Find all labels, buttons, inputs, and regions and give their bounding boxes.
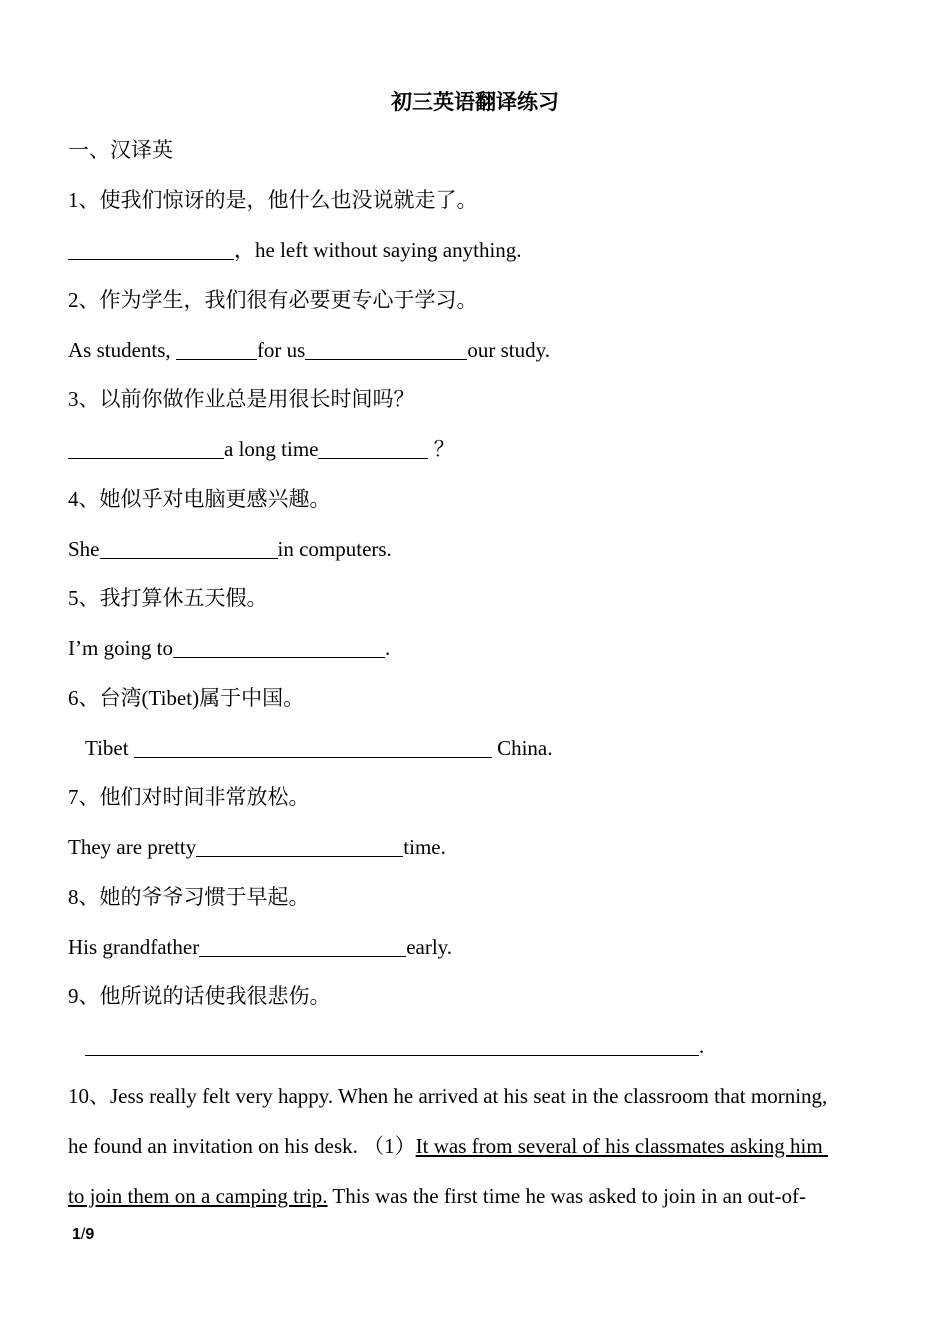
question-5-english: I’m going to .: [68, 636, 391, 660]
question-5-chinese: 5、我打算休五天假。: [68, 586, 268, 610]
answer-blank[interactable]: [173, 637, 385, 658]
question-1-chinese: 1、使我们惊讶的是，他什么也没说就走了。: [68, 188, 478, 212]
answer-blank[interactable]: [196, 836, 403, 857]
question-3-chinese: 3、以前你做作业总是用很长时间吗？: [68, 387, 415, 411]
underlined-sentence: It was from several of his classmates asking him: [415, 1134, 828, 1158]
page-title: 初三英语翻译练习: [391, 90, 559, 114]
question-9-english: .: [85, 1032, 704, 1060]
answer-blank[interactable]: [134, 737, 492, 758]
answer-blank[interactable]: [85, 1035, 699, 1056]
answer-blank[interactable]: [318, 438, 428, 459]
question-8-chinese: 8、她的爷爷习惯于早起。: [68, 885, 310, 909]
answer-blank[interactable]: [305, 339, 467, 360]
question-6-english: Tibet China.: [85, 736, 553, 760]
passage-line-2: he found an invitation on his desk. （1）It was from several of his classmates asking him: [68, 1134, 828, 1158]
question-9-chinese: 9、他所说的话使我很悲伤。: [68, 984, 331, 1008]
question-7-english: They are pretty time.: [68, 835, 446, 859]
question-6-chinese: 6、台湾(Tibet)属于中国。: [68, 686, 305, 710]
answer-blank[interactable]: [100, 538, 278, 559]
answer-blank[interactable]: [199, 936, 406, 957]
question-2-chinese: 2、作为学生，我们很有必要更专心于学习。: [68, 288, 478, 312]
question-2-english: As students, for us our study.: [68, 338, 550, 362]
question-7-chinese: 7、他们对时间非常放松。: [68, 785, 310, 809]
question-1-english: ，he left without saying anything.: [68, 236, 522, 264]
answer-blank[interactable]: [68, 239, 234, 260]
question-3-english: a long time ？: [68, 435, 455, 463]
section-heading: 一、汉译英: [68, 138, 173, 162]
question-4-english: She in computers.: [68, 537, 392, 561]
passage-line-3: to join them on a camping trip. This was the first time he was asked to join in an out-of-: [68, 1184, 806, 1208]
underlined-sentence: to join them on a camping trip.: [68, 1184, 328, 1208]
answer-blank[interactable]: [176, 339, 257, 360]
question-4-chinese: 4、她似乎对电脑更感兴趣。: [68, 487, 331, 511]
page-number: 1/9: [72, 1226, 95, 1243]
answer-blank[interactable]: [68, 438, 224, 459]
passage-line-1: 10、Jess really felt very happy. When he arrived at his seat in the classroom that morning,: [68, 1084, 828, 1108]
question-8-english: His grandfather early.: [68, 935, 453, 959]
